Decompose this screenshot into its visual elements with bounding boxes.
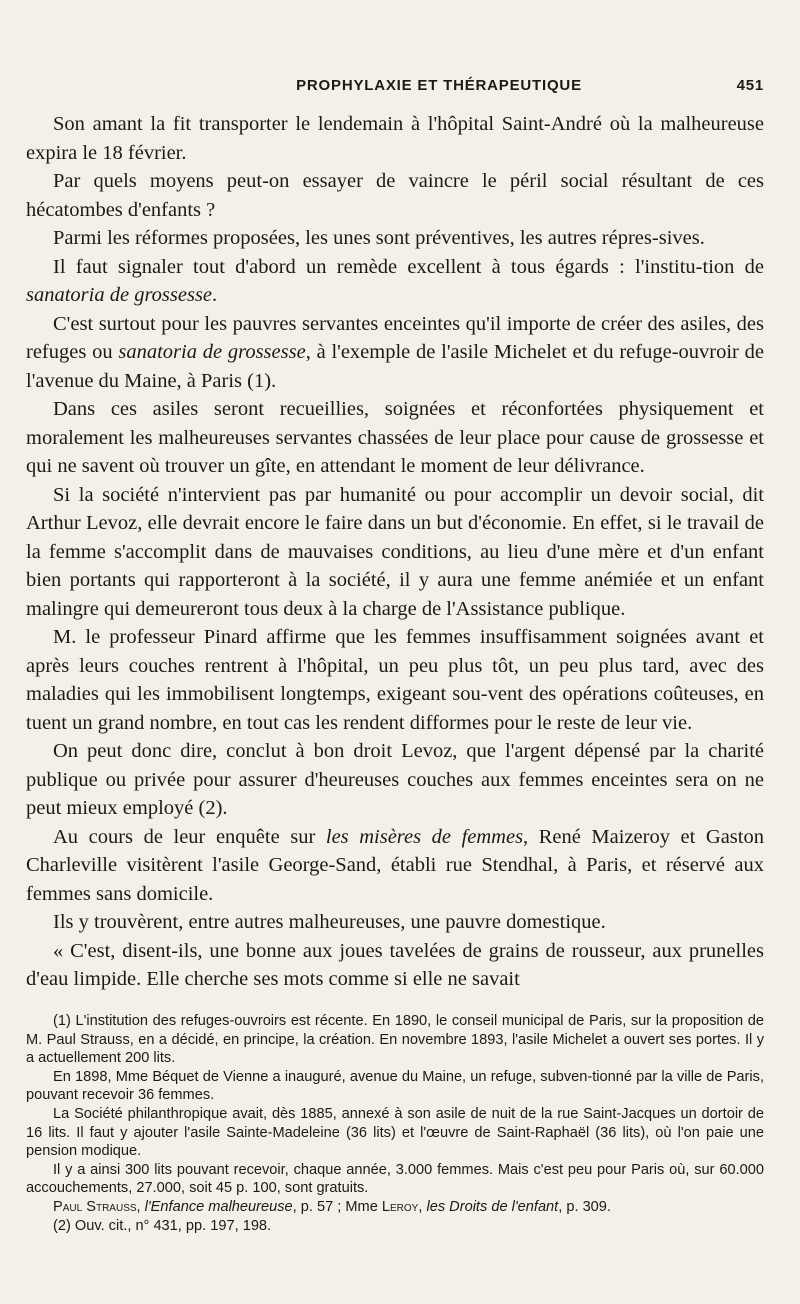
text-run: Il y a ainsi 300 lits pouvant recevoir, chaque année, 3.000 femmes. Mais c'est peu pour Paris où, sur 60.000 accouchements, 27.000, soit 45 p. 100, sont gratuits. (26, 1161, 764, 1197)
paragraph (26, 310, 764, 396)
text-run: Par quels moyens peut-on essayer de vaincre le péril social résultant de ces hécatombes d'enfants ? (26, 170, 764, 221)
text-run: Il faut signaler tout d'abord un remède excellent à tous égards : l'institu-tion de (53, 255, 764, 278)
text-run: Parmi les réformes proposées, les unes sont préventives, les autres répres-sives. (53, 227, 705, 249)
italic-term: sanatoria de grossesse (118, 341, 306, 363)
footnote (26, 1161, 764, 1198)
text-run: Ils y trouvèrent, entre autres malheureuses, une pauvre domestique. (53, 911, 606, 933)
text-run: La Société philanthropique avait, dès 1885, annexé à son asile de nuit de la rue Saint-Jacques un dortoir de 16 lits. Il faut y ajouter l'asile Sainte-Madeleine (36 lits) et l'œuvre de Saint-Raphaël (36 lits), où l'on paie une pension modique. (26, 1105, 764, 1160)
text-run: « C'est, disent-ils, une bonne aux joues tavelées de grains de rousseur, aux prunelles d'eau limpide. Elle cherche ses mots comme si elle ne savait (26, 939, 764, 990)
text-run: C'est surtout pour les pauvres servantes enceintes qu'il importe de créer des asiles, des refuges ou (26, 312, 764, 363)
footnote (26, 1198, 764, 1217)
paragraph (26, 737, 764, 823)
text-run: (2) Ouv. cit., n° 431, pp. 197, 198. (53, 1217, 272, 1234)
page-number: 451 (736, 77, 764, 94)
paragraph (26, 481, 764, 624)
text-run: Dans ces asiles seront recueillies, soignées et réconfortées physiquement et moralement les malheureuses servantes chassées de leur place pour cause de grossesse et qui ne savent où trouver un gîte, en attendant le moment de leur délivrance. (26, 398, 764, 477)
author-name: Leroy (381, 1198, 419, 1215)
paragraph (26, 908, 764, 937)
text-run: , p. 309. (558, 1198, 611, 1215)
paragraph (26, 110, 764, 167)
text-run: , (418, 1198, 427, 1215)
author-name: Paul Strauss (53, 1198, 137, 1215)
footnote (26, 1217, 764, 1236)
text-run: , (136, 1198, 145, 1215)
text-run: En 1898, Mme Béquet de Vienne a inauguré, avenue du Maine, un refuge, subven-tionné par la ville de Paris, pouvant recevoir 36 femmes. (26, 1068, 764, 1104)
book-title: l'Enfance malheureuse (144, 1198, 293, 1215)
book-title: les Droits de l'enfant (426, 1198, 559, 1215)
italic-term: les misères de femmes (325, 825, 524, 848)
paragraph (26, 167, 764, 224)
footnotes (26, 1012, 764, 1235)
text-run: Son amant la fit transporter le lendemain à l'hôpital Saint-André où la malheureuse expira le 18 février. (26, 113, 764, 164)
running-title: PROPHYLAXIE ET THÉRAPEUTIQUE (296, 77, 582, 94)
text-run: M. le professeur Pinard affirme que les femmes insuffisamment soignées avant et après leurs couches rentrent à l'hôpital, un peu plus tôt, un peu plus tard, avec des maladies qui les immobilisent longtemps, exigeant sou-vent des opérations coûteuses, en tuent un grand nombre, en tout cas les rendent difformes pour le reste de leur vie. (26, 626, 764, 734)
text-run: Au cours de leur enquête sur (53, 825, 326, 848)
paragraph (26, 253, 764, 310)
text-run: , René Maizeroy et Gaston Charleville visitèrent l'asile George-Sand, établi rue Stendhal, à Paris, et réservé aux femmes sans domicile. (26, 825, 764, 905)
text-run: . (212, 284, 218, 306)
paragraph (26, 224, 764, 253)
text-run: (1) L'institution des refuges-ouvroirs est récente. En 1890, le conseil municipal de Paris, sur la proposition de M. Paul Strauss, en a décidé, en principe, la création. En novembre 1893, l'asile Michelet a ouvert ses portes. Il y a actuellement 200 lits. (26, 1013, 764, 1067)
paragraph (26, 937, 764, 994)
footnote (26, 1105, 764, 1161)
text-run: , à l'exemple de l'asile Michelet et du refuge-ouvroir de l'avenue du Maine, à Paris (1). (26, 341, 764, 392)
text-run: Si la société n'intervient pas par humanité ou pour accomplir un devoir social, dit Arthur Levoz, elle devrait encore le faire dans un but d'économie. En effet, si le travail de la femme s'accomplit dans de mauvaises conditions, au lieu d'une mère et d'un enfant bien portants qui rapporteront à la société, il y aura une femme anémiée et un enfant malingre qui demeureront tous deux à la charge de l'Assistance publique. (26, 483, 764, 620)
paragraph (26, 395, 764, 481)
text-run: On peut donc dire, conclut à bon droit Levoz, que l'argent dépensé par la charité publique ou privée pour assurer d'heureuses couches aux femmes enceintes sera on ne peut mieux employé (2). (26, 740, 764, 819)
footnote (26, 1012, 764, 1068)
italic-term: sanatoria de grossesse (26, 284, 213, 306)
text-run: , p. 57 ; Mme (292, 1198, 382, 1215)
running-header (114, 74, 764, 100)
paragraph (26, 823, 764, 909)
footnote (26, 1068, 764, 1105)
main-text (26, 110, 764, 994)
paragraph (26, 623, 764, 737)
